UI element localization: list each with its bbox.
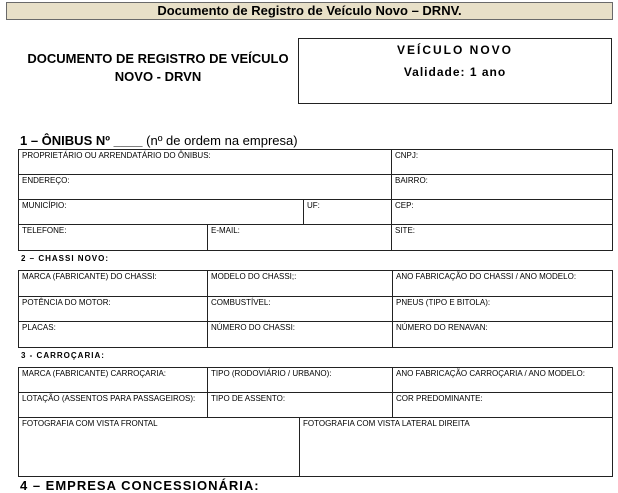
body-type-field[interactable] [207,367,393,393]
renavan-label: NÚMERO DO RENAVAN: [396,323,488,332]
photo-front-field[interactable] [18,417,300,477]
seat-type-field[interactable] [207,392,393,418]
plates-label: PLACAS: [22,323,56,332]
email-field[interactable] [207,224,392,251]
cnpj-field[interactable] [391,149,613,175]
chassis-number-field[interactable] [207,321,393,348]
document-banner: Documento de Registro de Veículo Novo – DRNV. [6,2,613,20]
cnpj-label: CNPJ: [395,151,419,160]
state-label: UF: [307,201,320,210]
district-field[interactable] [391,174,613,200]
state-field[interactable] [303,199,392,225]
engine-power-field[interactable] [18,296,208,322]
section1-note: (nº de ordem na empresa) [142,133,298,148]
chassis-number-label: NÚMERO DO CHASSI: [211,323,296,332]
capacity-field[interactable] [18,392,208,418]
section4-heading: 4 – EMPRESA CONCESSIONÁRIA: [20,478,260,493]
fuel-field[interactable] [207,296,393,322]
phone-label: TELEFONE: [22,226,67,235]
photo-side-field[interactable] [299,417,613,477]
photo-front-label: FOTOGRAFIA COM VISTA FRONTAL [22,419,158,428]
color-label: COR PREDOMINANTE: [396,394,483,403]
chassis-brand-field[interactable] [18,270,208,297]
email-label: E-MAIL: [211,226,240,235]
section3-heading: 3 - CARROÇARIA: [21,351,105,360]
site-field[interactable] [391,224,613,251]
engine-power-label: POTÊNCIA DO MOTOR: [22,298,111,307]
tires-field[interactable] [392,296,613,322]
tires-label: PNEUS (TIPO E BITOLA): [396,298,491,307]
vehicle-status-box [298,38,612,104]
chassis-year-label: ANO FABRICAÇÃO DO CHASSI / ANO MODELO: [396,272,577,281]
district-label: BAIRRO: [395,176,428,185]
vehicle-status-title: VEÍCULO NOVO [396,43,513,57]
document-title [22,50,294,86]
phone-field[interactable] [18,224,208,251]
plates-field[interactable] [18,321,208,348]
address-label: ENDEREÇO: [22,176,70,185]
site-label: SITE: [395,226,416,235]
zip-field[interactable] [391,199,613,225]
document-title-line2: NOVO - DRVN [114,69,202,84]
section2-heading: 2 – CHASSI NOVO: [21,254,110,263]
fuel-label: COMBUSTÍVEL: [211,298,271,307]
section1-title: 1 – ÔNIBUS Nº ____ [20,133,143,148]
seat-type-label: TIPO DE ASSENTO: [211,394,286,403]
color-field[interactable] [392,392,613,418]
body-type-label: TIPO (RODOVIÁRIO / URBANO): [211,369,332,378]
body-brand-label: MARCA (FABRICANTE) CARROÇARIA: [22,369,167,378]
document-title-line1: DOCUMENTO DE REGISTRO DE VEÍCULO [27,51,289,66]
city-label: MUNICÍPIO: [22,201,67,210]
body-year-label: ANO FABRICAÇÃO CARROÇARIA / ANO MODELO: [396,369,585,378]
photo-side-label: FOTOGRAFIA COM VISTA LATERAL DIREITA [303,419,470,428]
address-field[interactable] [18,174,392,200]
chassis-model-field[interactable] [207,270,393,297]
owner-label: PROPRIETÁRIO OU ARRENDATÁRIO DO ÔNIBUS: [22,151,211,160]
city-field[interactable] [18,199,304,225]
zip-label: CEP: [395,201,414,210]
body-year-field[interactable] [392,367,613,393]
chassis-model-label: MODELO DO CHASSI;: [211,272,297,281]
validity-label: Validade: 1 ano [403,65,507,79]
owner-field[interactable] [18,149,392,175]
capacity-label: LOTAÇÃO (ASSENTOS PARA PASSAGEIROS): [22,394,196,403]
renavan-field[interactable] [392,321,613,348]
chassis-year-field[interactable] [392,270,613,297]
section1-heading [20,133,298,148]
chassis-brand-label: MARCA (FABRICANTE) DO CHASSI: [22,272,157,281]
body-brand-field[interactable] [18,367,208,393]
